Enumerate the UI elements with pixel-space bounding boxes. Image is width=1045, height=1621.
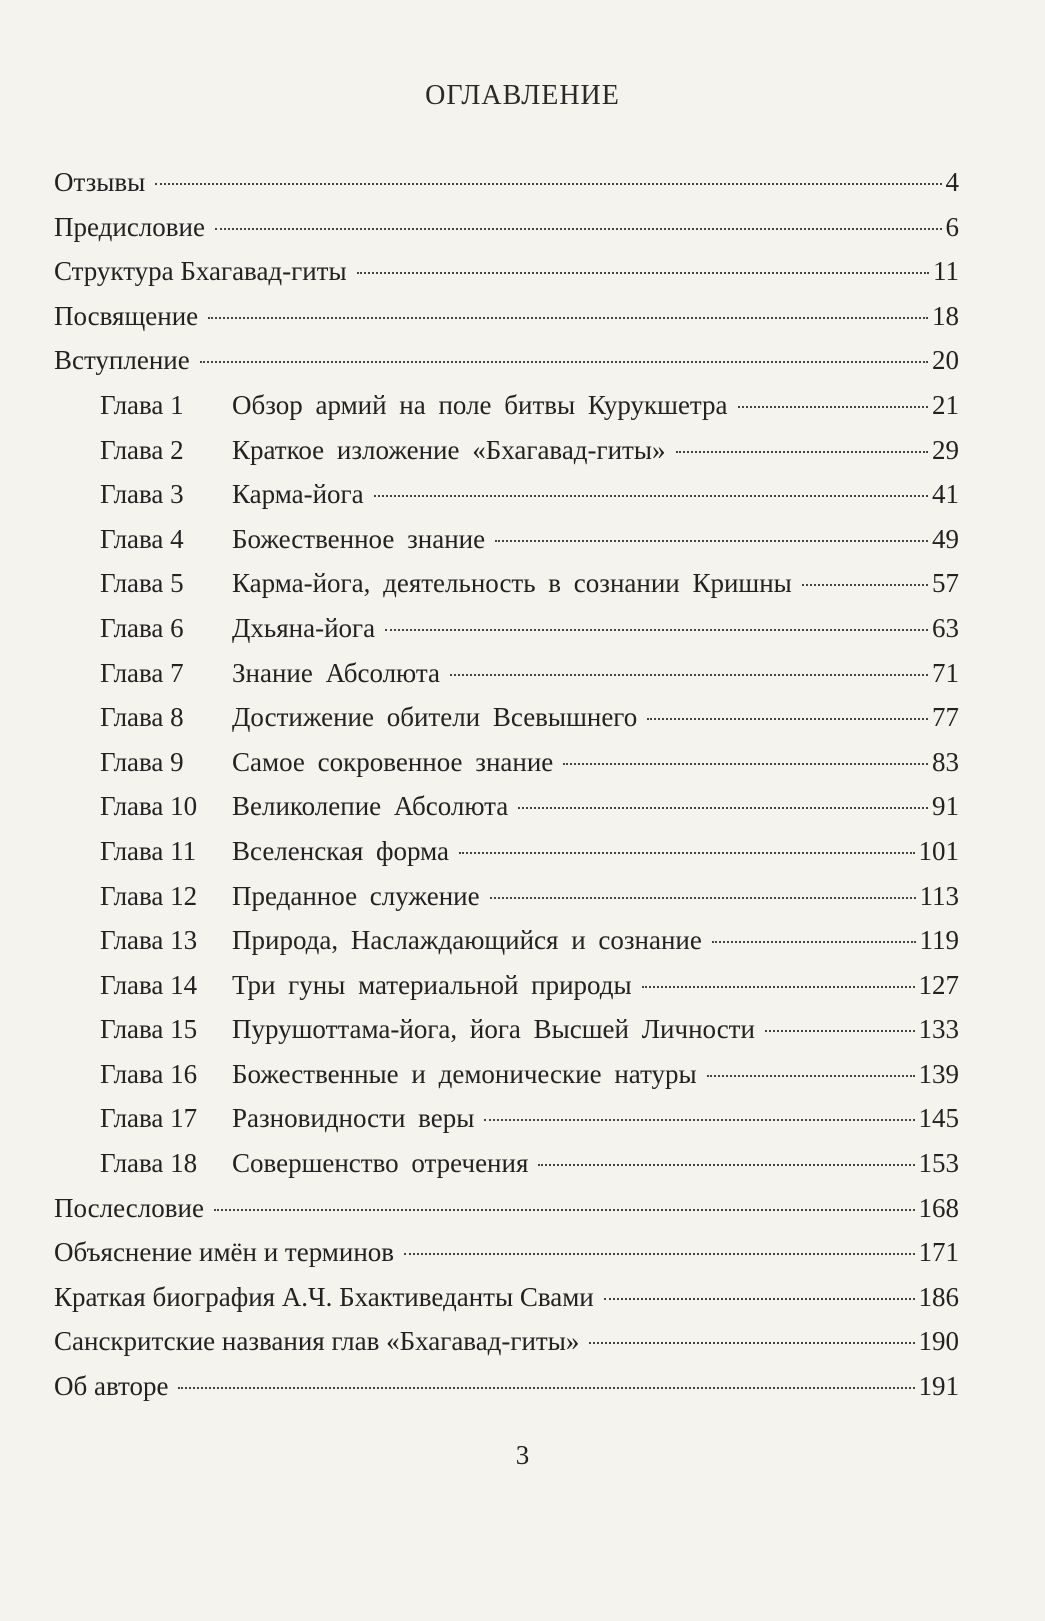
- toc-section-row: [54, 338, 959, 383]
- dot-leader: [484, 1119, 914, 1121]
- toc-page-number: 119: [919, 925, 959, 956]
- dot-leader: [200, 361, 928, 363]
- chapter-label: Глава 15: [100, 1014, 198, 1045]
- toc-page-number: 41: [932, 479, 959, 510]
- chapter-label: Глава 18: [100, 1148, 198, 1179]
- chapter-label: Глава 6: [100, 612, 184, 643]
- chapter-label: Глава 16: [100, 1058, 198, 1089]
- dot-leader: [208, 317, 928, 319]
- chapter-title: Пурушоттама-йога, йога Высшей Личности: [232, 1014, 755, 1045]
- dot-leader: [459, 852, 914, 854]
- toc-page-number: 133: [918, 1014, 959, 1045]
- chapter-title: Три гуны материальной природы: [232, 969, 632, 1000]
- dot-leader: [518, 807, 928, 809]
- chapter-label: Глава 8: [100, 702, 184, 733]
- section-title: Предисловие: [54, 211, 205, 242]
- dot-leader: [802, 584, 928, 586]
- chapter-label: Глава 13: [100, 925, 198, 956]
- dot-leader: [589, 1342, 914, 1344]
- section-title: Вступление: [54, 345, 190, 376]
- dot-leader: [490, 897, 916, 899]
- chapter-title: Преданное служение: [232, 880, 480, 911]
- toc-section-row: [54, 1186, 959, 1231]
- section-title: Объяснение имён и терминов: [54, 1237, 395, 1268]
- chapter-label: Глава 11: [100, 835, 197, 866]
- toc-chapter-row: [54, 829, 959, 874]
- toc-page-number: 91: [932, 791, 959, 822]
- toc-chapter-row: [54, 428, 959, 473]
- dot-leader: [563, 763, 928, 765]
- toc-chapter-row: [54, 1141, 959, 1186]
- toc-page-number: 63: [932, 612, 959, 643]
- toc-page-number: 145: [918, 1103, 959, 1134]
- chapter-title: Совершенство отречения: [232, 1148, 529, 1179]
- toc-page-number: 139: [918, 1058, 959, 1089]
- dot-leader: [357, 272, 929, 274]
- section-title: Об авторе: [54, 1371, 169, 1402]
- dot-leader: [214, 1209, 915, 1211]
- toc-chapter-row: [54, 561, 959, 606]
- chapter-title: Обзор армий на поле битвы Курукшетра: [232, 389, 728, 420]
- toc-page-number: 29: [932, 434, 959, 465]
- section-title: Краткая биография А.Ч. Бхактиведанты Свами: [54, 1281, 594, 1312]
- toc-page-number: 11: [933, 256, 959, 287]
- toc-chapter-row: [54, 1052, 959, 1097]
- chapter-title: Вселенская форма: [232, 835, 450, 866]
- chapter-title: Карма-йога, деятельность в сознании Кришны: [232, 568, 792, 599]
- toc-page-number: 171: [918, 1237, 959, 1268]
- dot-leader: [215, 228, 942, 230]
- toc-section-row: [54, 294, 959, 339]
- page-title: ОГЛАВЛЕНИЕ: [425, 80, 620, 111]
- toc-chapter-row: [54, 606, 959, 651]
- toc-chapter-row: [54, 874, 959, 919]
- toc-chapter-row: [54, 963, 959, 1008]
- toc-page-number: 57: [932, 568, 959, 599]
- dot-leader: [707, 1075, 915, 1077]
- toc-page-number: 191: [918, 1371, 959, 1402]
- dot-leader: [495, 540, 928, 542]
- chapter-label: Глава 5: [100, 568, 184, 599]
- dot-leader: [738, 406, 928, 408]
- chapter-title: Природа, Наслаждающийся и сознание: [232, 925, 702, 956]
- chapter-title: Дхьяна-йога: [232, 612, 376, 643]
- toc-section-row: [54, 1230, 959, 1275]
- toc-section-row: [54, 205, 959, 250]
- chapter-title: Достижение обители Всевышнего: [232, 702, 638, 733]
- toc-chapter-row: [54, 784, 959, 829]
- dot-leader: [374, 495, 928, 497]
- toc-chapter-row: [54, 1096, 959, 1141]
- toc-chapter-row: [54, 383, 959, 428]
- toc-section-row: [54, 1364, 959, 1409]
- dot-leader: [385, 629, 928, 631]
- toc-chapter-row: [54, 517, 959, 562]
- dot-leader: [676, 451, 929, 453]
- chapter-title: Божественное знание: [232, 523, 486, 554]
- toc-page-number: 186: [918, 1281, 959, 1312]
- chapter-label: Глава 14: [100, 969, 198, 1000]
- chapter-label: Глава 7: [100, 657, 184, 688]
- chapter-title: Великолепие Абсолюта: [232, 791, 509, 822]
- toc-chapter-row: [54, 918, 959, 963]
- chapter-title: Самое сокровенное знание: [232, 746, 554, 777]
- toc-page-number: 77: [932, 702, 959, 733]
- toc-section-row: [54, 160, 959, 205]
- toc-page-number: 71: [932, 657, 959, 688]
- dot-leader: [450, 674, 928, 676]
- section-title: Структура Бхагавад-гиты: [54, 256, 347, 287]
- chapter-title: Разновидности веры: [232, 1103, 475, 1134]
- toc-page-number: 20: [932, 345, 959, 376]
- chapter-label: Глава 1: [100, 389, 184, 420]
- toc-chapter-row: [54, 1007, 959, 1052]
- section-title: Санскритские названия глав «Бхагавад-гиты»: [54, 1326, 580, 1357]
- dot-leader: [155, 183, 941, 185]
- chapter-title: Божественные и демонические натуры: [232, 1058, 697, 1089]
- dot-leader: [647, 718, 928, 720]
- dot-leader: [642, 986, 915, 988]
- chapter-label: Глава 12: [100, 880, 198, 911]
- toc-section-row: [54, 1275, 959, 1320]
- toc-page-number: 18: [932, 300, 959, 331]
- chapter-title: Краткое изложение «Бхагавад-гиты»: [232, 434, 666, 465]
- table-of-contents: [54, 160, 959, 1409]
- page-number: 3: [515, 1440, 530, 1470]
- section-title: Послесловие: [54, 1192, 204, 1223]
- toc-page-number: 101: [918, 835, 959, 866]
- toc-chapter-row: [54, 472, 959, 517]
- toc-page-number: 153: [918, 1148, 959, 1179]
- chapter-label: Глава 10: [100, 791, 198, 822]
- toc-page-number: 190: [918, 1326, 959, 1357]
- toc-chapter-row: [54, 695, 959, 740]
- toc-chapter-row: [54, 651, 959, 696]
- chapter-label: Глава 2: [100, 434, 184, 465]
- dot-leader: [604, 1298, 915, 1300]
- section-title: Отзывы: [54, 167, 146, 197]
- toc-page-number: 6: [945, 211, 959, 242]
- chapter-label: Глава 4: [100, 523, 184, 554]
- dot-leader: [538, 1164, 914, 1166]
- toc-page-number: 21: [932, 389, 959, 420]
- dot-leader: [712, 941, 916, 943]
- chapter-title: Знание Абсолюта: [232, 657, 440, 688]
- toc-page-number: 83: [932, 746, 959, 777]
- chapter-label: Глава 3: [100, 479, 184, 510]
- toc-page-number: 113: [919, 880, 959, 911]
- dot-leader: [765, 1030, 915, 1032]
- dot-leader: [404, 1253, 914, 1255]
- toc-section-row: [54, 1319, 959, 1364]
- toc-page-number: 127: [918, 969, 959, 1000]
- toc-page-number: 4: [945, 167, 959, 197]
- chapter-label: Глава 17: [100, 1103, 198, 1134]
- dot-leader: [178, 1387, 914, 1389]
- chapter-title: Карма-йога: [232, 479, 364, 510]
- toc-chapter-row: [54, 740, 959, 785]
- toc-section-row: [54, 249, 959, 294]
- section-title: Посвящение: [54, 300, 199, 331]
- toc-page-number: 168: [918, 1192, 959, 1223]
- chapter-label: Глава 9: [100, 746, 184, 777]
- toc-page-number: 49: [932, 523, 959, 554]
